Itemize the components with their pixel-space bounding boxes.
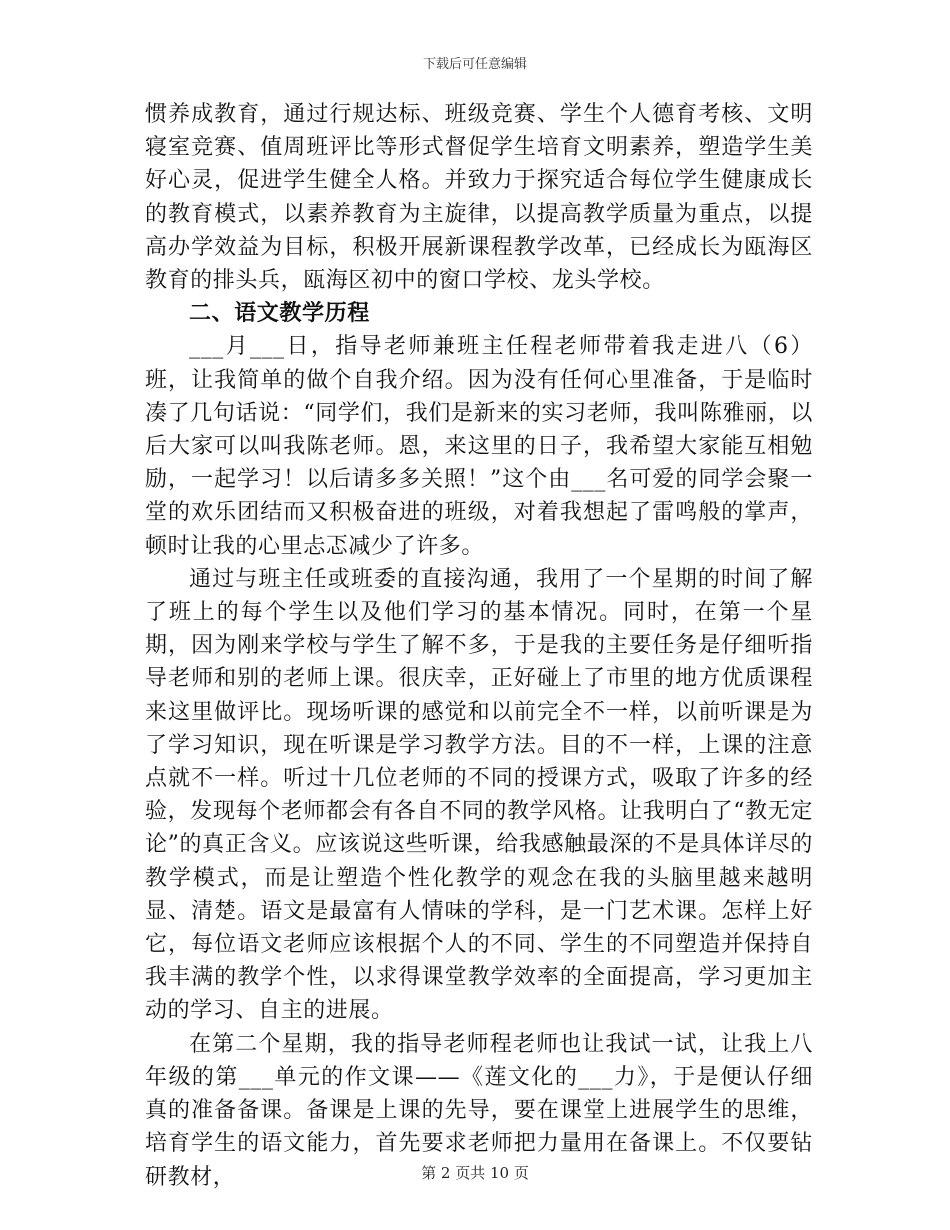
page-number: 第 2 页共 10 页	[421, 1164, 529, 1182]
paragraph-continuation: 惯养成教育，通过行规达标、班级竞赛、学生个人德育考核、文明寝室竞赛、值周班评比等形式督促学生培育文明素养，塑造学生美好心灵，促进学生健全人格。并致力于探究适合每位学生健康成长的教育模式，以素养教育为主旋律，以提高教学质量为重点，以提高办学效益为目标，积极开展新课程教学改革，已经成长为瓯海区教育的排头兵，瓯海区初中的窗口学校、龙头学校。	[145, 102, 813, 294]
paragraph-intro-class: ___月___日，指导老师兼班主任程老师带着我走进八（6）班，让我简单的做个自我介绍。因为没有任何心里准备，于是临时凑了几句话说：“同学们，我们是新来的实习老师，我叫陈雅丽，以后大家可以叫我陈老师。恩，来这里的日子，我希望大家能互相勉励，一起学习！以后请多多关照！”这个由___名可爱的同学会聚一堂的欢乐团结而又积极奋进的班级，对着我想起了雷鸣般的掌声，顿时让我的心里忐忑减少了许多。	[145, 334, 813, 559]
paragraph-second-week: 在第二个星期，我的指导老师程老师也让我试一试，让我上八年级的第___单元的作文课——《莲文化的___力》，于是便认仔细真的准备备课。备课是上课的先导，要在课堂上进展学生的思维，培育学生的语文能力，首先要求老师把力量用在备课上。不仅要钻研教材，	[145, 1031, 813, 1190]
paragraph-first-week: 通过与班主任或班委的直接沟通，我用了一个星期的时间了解了班上的每个学生以及他们学习的基本情况。同时，在第一个星期，因为刚来学校与学生了解不多，于是我的主要任务是仔细听指导老师和别的老师上课。很庆幸，正好碰上了市里的地方优质课程来这里做评比。现场听课的感觉和以前完全不一样，以前听课是为了学习知识，现在听课是学习教学方法。目的不一样，上课的注意点就不一样。听过十几位老师的不同的授课方式，吸取了许多的经验，发现每个老师都会有各自不同的教学风格。让我明白了“教无定论”的真正含义。应该说这些听课，给我感触最深的不是具体详尽的教学模式，而是让塑造个性化教学的观念在我的头脑里越来越明显、清楚。语文是最富有人情味的学科，是一门艺术课。怎样上好它，每位语文老师应该根据个人的不同、学生的不同塑造并保持自我丰满的教学个性，以求得课堂教学效率的全面提高，学习更加主动的学习、自主的进展。	[145, 566, 813, 1024]
page-header: 下载后可任意编辑	[422, 57, 527, 72]
document-body	[145, 98, 813, 1194]
section-heading: 二、语文教学历程	[189, 301, 370, 327]
